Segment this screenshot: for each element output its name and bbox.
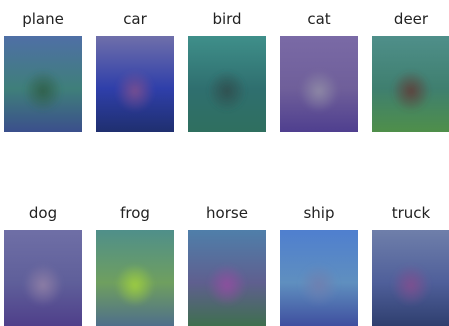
weight-image-blob	[107, 58, 163, 118]
class-label: car	[123, 10, 147, 28]
weight-image-blob	[15, 252, 71, 312]
truck-weight-image	[372, 230, 449, 326]
class-label: frog	[120, 204, 150, 222]
class-label: cat	[307, 10, 331, 28]
car-weight-image	[96, 36, 174, 132]
weight-image-blob	[199, 58, 255, 118]
weight-image-blob	[107, 252, 163, 312]
class-label: deer	[393, 10, 429, 28]
class-label: plane	[22, 10, 64, 28]
deer-weight-image	[372, 36, 449, 132]
weight-image-blob	[383, 58, 439, 118]
bird-weight-image	[188, 36, 266, 132]
weight-image-blob	[291, 252, 347, 312]
class-label: dog	[28, 204, 58, 222]
class-label: truck	[391, 204, 431, 222]
frog-weight-image	[96, 230, 174, 326]
class-label: ship	[303, 204, 335, 222]
class-label: bird	[212, 10, 242, 28]
weight-image-blob	[291, 58, 347, 118]
ship-weight-image	[280, 230, 358, 326]
dog-weight-image	[4, 230, 82, 326]
plane-weight-image	[4, 36, 82, 132]
weight-image-blob	[199, 252, 255, 312]
horse-weight-image	[188, 230, 266, 326]
weight-image-blob	[383, 252, 439, 312]
class-label: horse	[206, 204, 248, 222]
cat-weight-image	[280, 36, 358, 132]
weight-image-blob	[15, 58, 71, 118]
